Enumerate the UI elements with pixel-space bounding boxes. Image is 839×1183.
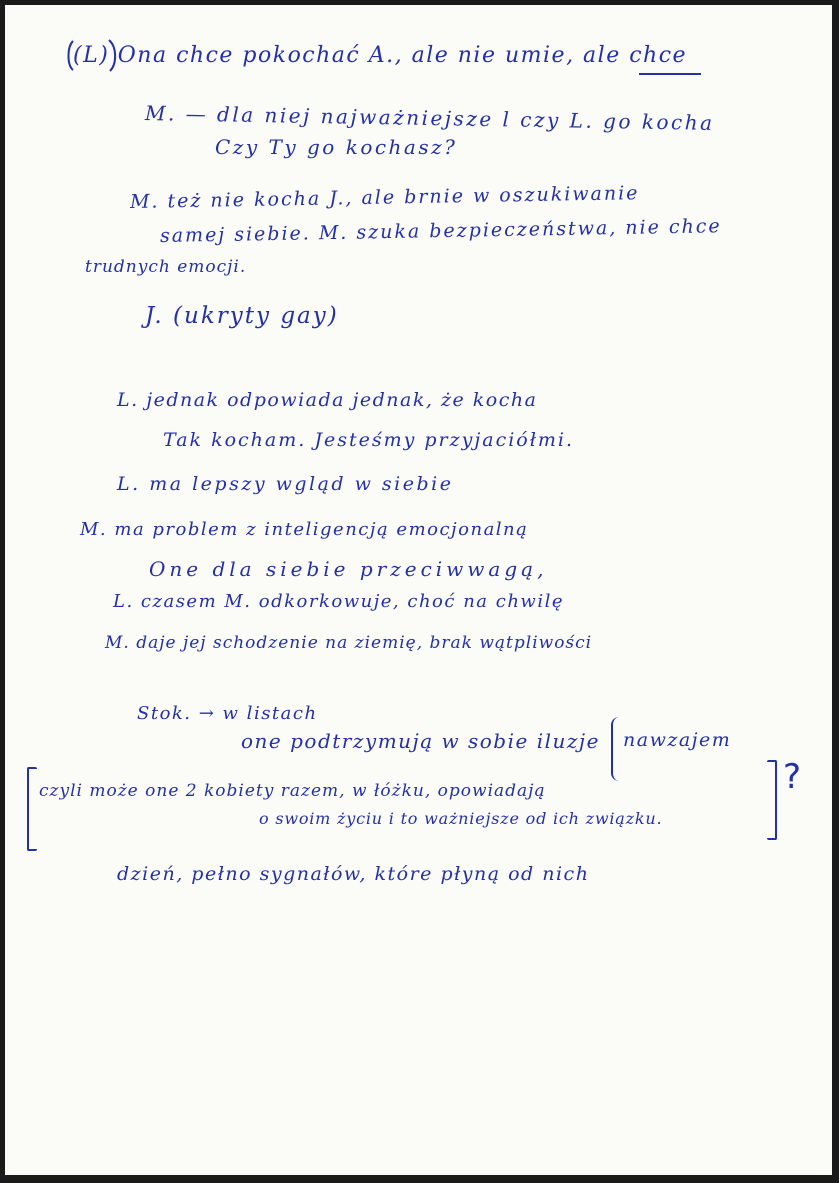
right-bracket-mark: [767, 760, 777, 840]
note-line: (L) Ona chce pokochać A., ale nie umie, ale chce: [73, 43, 688, 68]
note-line: Stok. → w listach: [137, 703, 318, 724]
note-line: dzień, pełno sygnałów, które płyną od nich: [117, 863, 590, 885]
note-line: M. daje jej schodzenie na ziemię, brak wątpliwości: [105, 633, 593, 653]
note-line: M. ma problem z inteligencją emocjonalną: [80, 519, 529, 540]
note-line: one podtrzymują w sobie iluzje: [241, 729, 600, 753]
parenthesis-mark: [611, 717, 621, 781]
underline-chce: [639, 73, 701, 75]
note-line: samej siebie. M. szuka bezpieczeństwa, nie chce: [159, 215, 722, 247]
note-line: L. czasem M. odkorkowuje, choć na chwilę: [113, 591, 564, 612]
note-line: M. — dla niej najważniejsze l czy L. go kocha: [144, 101, 715, 135]
note-line: o swoim życiu i to ważniejsze od ich związku.: [259, 809, 663, 828]
handwritten-page: [5, 5, 832, 1175]
question-mark: ?: [783, 757, 802, 797]
left-bracket-mark: [27, 767, 37, 851]
note-line: Tak kocham. Jesteśmy przyjaciółmi.: [163, 429, 575, 451]
note-line: Czy Ty go kochasz?: [215, 135, 458, 159]
note-line: L. ma lepszy wgląd w siebie: [117, 473, 454, 495]
note-line: One dla siebie przeciwwagą,: [149, 557, 548, 581]
note-line: M. też nie kocha J., ale brnie w oszukiwanie: [129, 182, 640, 213]
note-line: czyli może one 2 kobiety razem, w łóżku, opowiadają: [39, 781, 546, 801]
note-line: L. jednak odpowiada jednak, że kocha: [117, 389, 538, 411]
note-line: nawzajem: [623, 729, 732, 751]
note-line: trudnych emocji.: [85, 257, 247, 277]
note-line: J. (ukryty gay): [145, 303, 339, 329]
